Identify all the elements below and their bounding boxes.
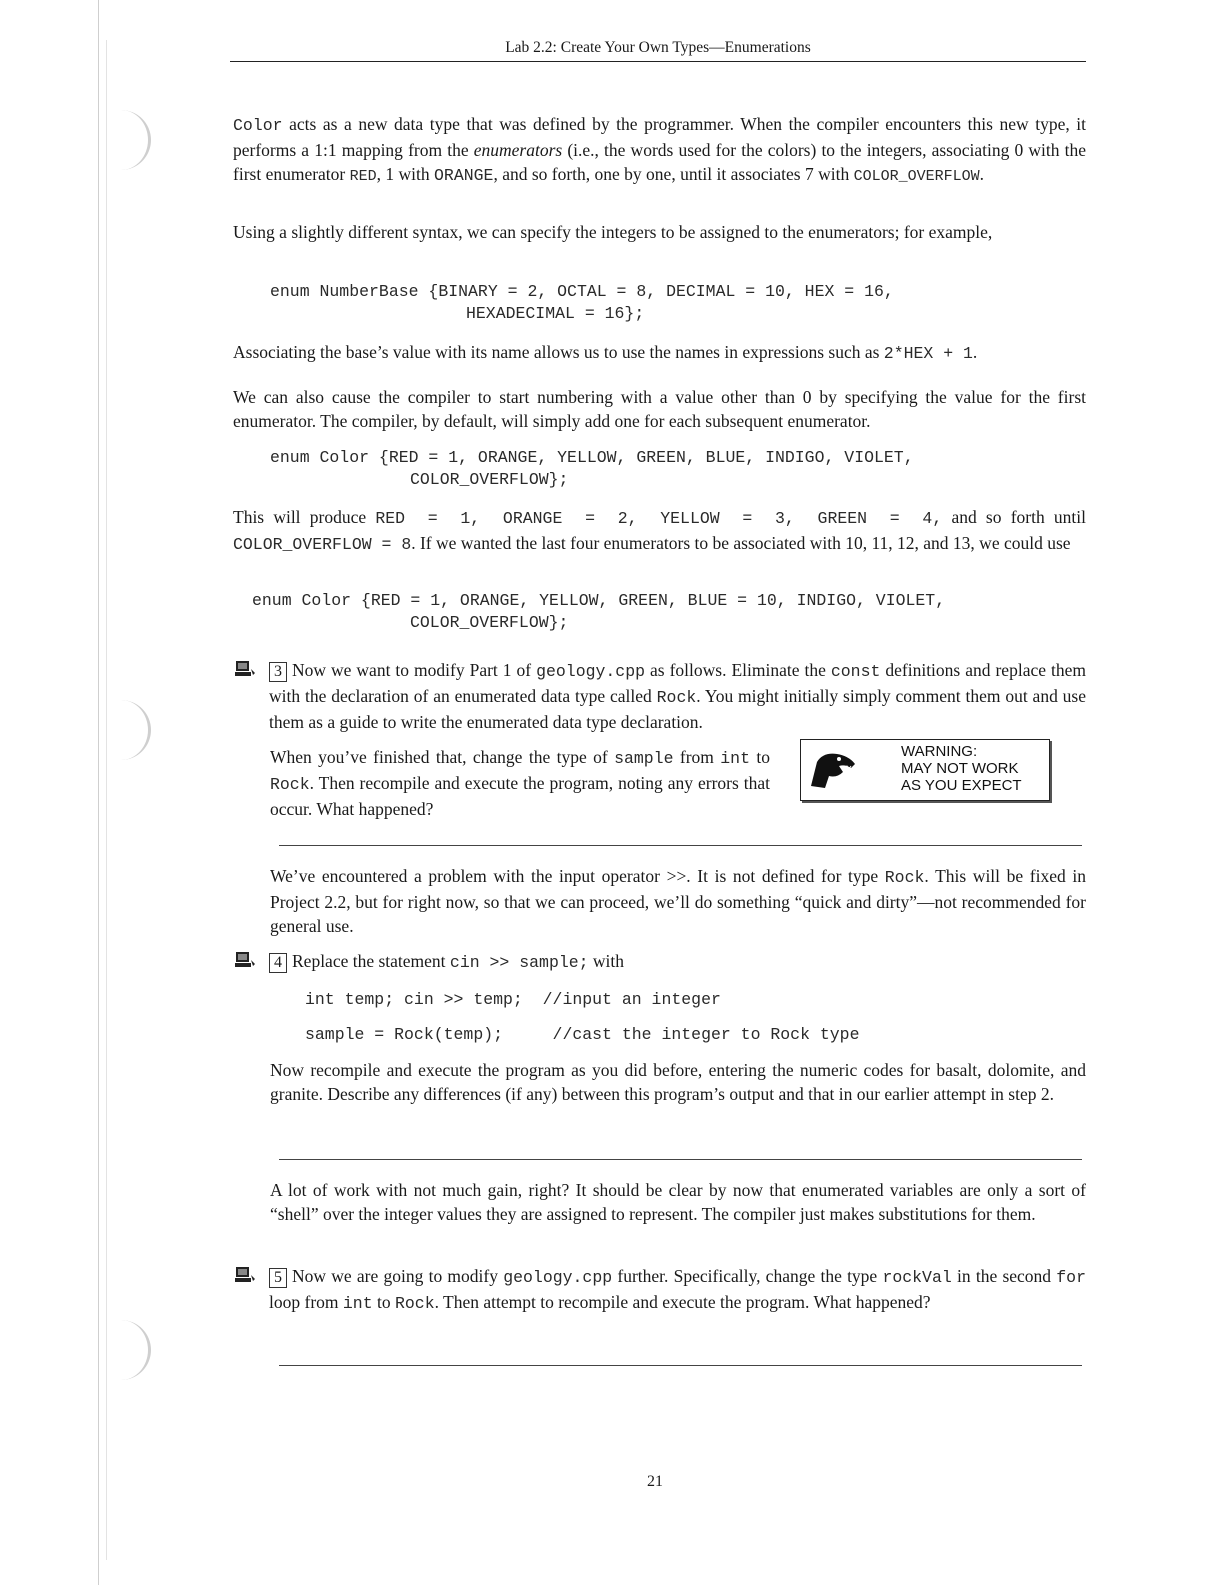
step-3-change-type: When you’ve finished that, change the type of sample from int to Rock. Then recompile and execute the program, noting any errors that occur. What happened? [270,747,770,819]
binder-hole-bottom [108,1320,151,1380]
code-color-overflow-8: COLOR_OVERFLOW = 8 [233,535,412,554]
binder-hole-top [108,110,151,170]
step-3-instructions: 3 Now we want to modify Part 1 of geology.cpp as follows. Eliminate the const definitions and replace them with the declaration of an enumerated data type called Rock. You might initially simply comment them out and use them as a guide to write the enumerated data type declaration. [269,660,1086,732]
code-color-enum-line1: enum Color {RED = 1, ORANGE, YELLOW, GREEN, BLUE, INDIGO, VIOLET, [270,448,914,467]
code-color-overflow: COLOR_OVERFLOW [853,168,980,185]
step-number-4: 4 [269,953,287,973]
code-int: int [720,749,750,768]
code-color-enum2-line1: enum Color {RED = 1, ORANGE, YELLOW, GREEN, BLUE = 10, INDIGO, VIOLET, [252,591,946,610]
step-number-3: 3 [269,662,287,682]
binder-edge-line-secondary [106,40,107,1560]
answer-line-step-3[interactable] [279,845,1082,846]
code-sample: sample [614,749,674,768]
code-2-hex-plus-1: 2*HEX + 1 [883,344,973,363]
page-number: 21 [647,1473,663,1490]
code-color-enum-line2: COLOR_OVERFLOW}; [410,470,569,489]
paragraph-produce-values: This will produce RED = 1, ORANGE = 2, YELLOW = 3, GREEN = 4, and so forth until COLOR_OVERFLOW = 8. If we wanted the last four enumerators to be associated with 10, 11, 12, and 13, we could use [233,507,1087,554]
paragraph-base-value: Associating the base’s value with its name allows us to use the names in expressions such as 2*HEX + 1. [233,342,978,363]
computer-icon [234,950,256,970]
step-number-5: 5 [269,1268,287,1288]
code-cin-sample: cin >> sample; [449,953,589,972]
computer-icon [234,659,256,679]
page-header: Lab 2.2: Create Your Own Types—Enumerations [505,39,811,56]
code-numberbase-line1: enum NumberBase {BINARY = 2, OCTAL = 8, DECIMAL = 10, HEX = 16, [270,282,894,301]
binder-edge-line [98,0,99,1585]
code-const: const [830,662,881,681]
code-color-enum2-line2: COLOR_OVERFLOW}; [410,613,569,632]
code-orange: ORANGE [434,166,494,185]
code-rock-2: Rock [270,775,310,794]
code-red: RED [349,168,377,185]
code-enum-values: RED = 1, ORANGE = 2, YELLOW = 3, GREEN = 4, [375,509,943,528]
code-int-2: int [342,1294,373,1313]
paragraph-start-numbering: We can also cause the compiler to start numbering with a value other than 0 by specifying the value for the first enumerator. The compiler, by default, will simply add one for each subsequent enumerator. [233,387,1086,431]
header-rule [230,61,1086,62]
answer-line-step-4[interactable] [279,1159,1082,1160]
code-rock-3: Rock [884,868,925,887]
paragraph-color-mapping: Color acts as a new data type that was defined by the programmer. When the compiler encounters this new type, it performs a 1:1 mapping from the enumerators (i.e., the words used for the colors) to the integers, associating 0 with the first enumerator RED, 1 with ORANGE, and so forth, one by one, until it associates 7 with COLOR_OVERFLOW. [233,114,1086,185]
code-numberbase-line2: HEXADECIMAL = 16}; [466,304,645,323]
paragraph-specify-integers: Using a slightly different syntax, we can specify the integers to be assigned to the enumerators; for example, [233,222,993,242]
code-temp-line1: int temp; cin >> temp; //input an integer [305,990,721,1009]
code-color: Color [233,116,283,135]
code-for: for [1056,1268,1086,1287]
code-rockval: rockVal [882,1268,952,1287]
answer-line-step-5[interactable] [279,1365,1082,1366]
code-rock: Rock [656,688,697,707]
dinosaur-warning-icon [809,748,859,790]
code-geology-cpp-2: geology.cpp [503,1268,613,1287]
paragraph-input-operator-problem: We’ve encountered a problem with the input operator >>. It is not defined for type Rock. This will be fixed in Project 2.2, but for right now, so that we can proceed, we’ll do something “quick and dirty”—not recommended for general use. [270,866,1086,936]
code-geology-cpp: geology.cpp [536,662,646,681]
step-5-instructions: 5 Now we are going to modify geology.cpp further. Specifically, change the type rockVal in the second for loop from int to Rock. Then attempt to recompile and execute the program. What happened? [269,1266,1086,1313]
code-rock-4: Rock [394,1294,435,1313]
warning-text: WARNING: MAY NOT WORK AS YOU EXPECT [901,743,1022,794]
paragraph-recompile-step-4: Now recompile and execute the program as you did before, entering the numeric codes for basalt, dolomite, and granite. Describe any differences (if any) between this program’s output and that in our earlier attempt in step 2. [270,1060,1086,1104]
step-4-instructions: 4 Replace the statement cin >> sample; with [269,949,1086,975]
warning-box [800,739,1050,801]
code-temp-line2: sample = Rock(temp); //cast the integer to Rock type [305,1025,860,1044]
binder-hole-middle [108,700,151,760]
computer-icon [234,1265,256,1285]
term-enumerators: enumerators [473,140,563,160]
paragraph-shell-over-integers: A lot of work with not much gain, right? It should be clear by now that enumerated variables are only a sort of “shell” over the integer values they are assigned to represent. The compiler just makes substitutions for them. [270,1180,1086,1224]
